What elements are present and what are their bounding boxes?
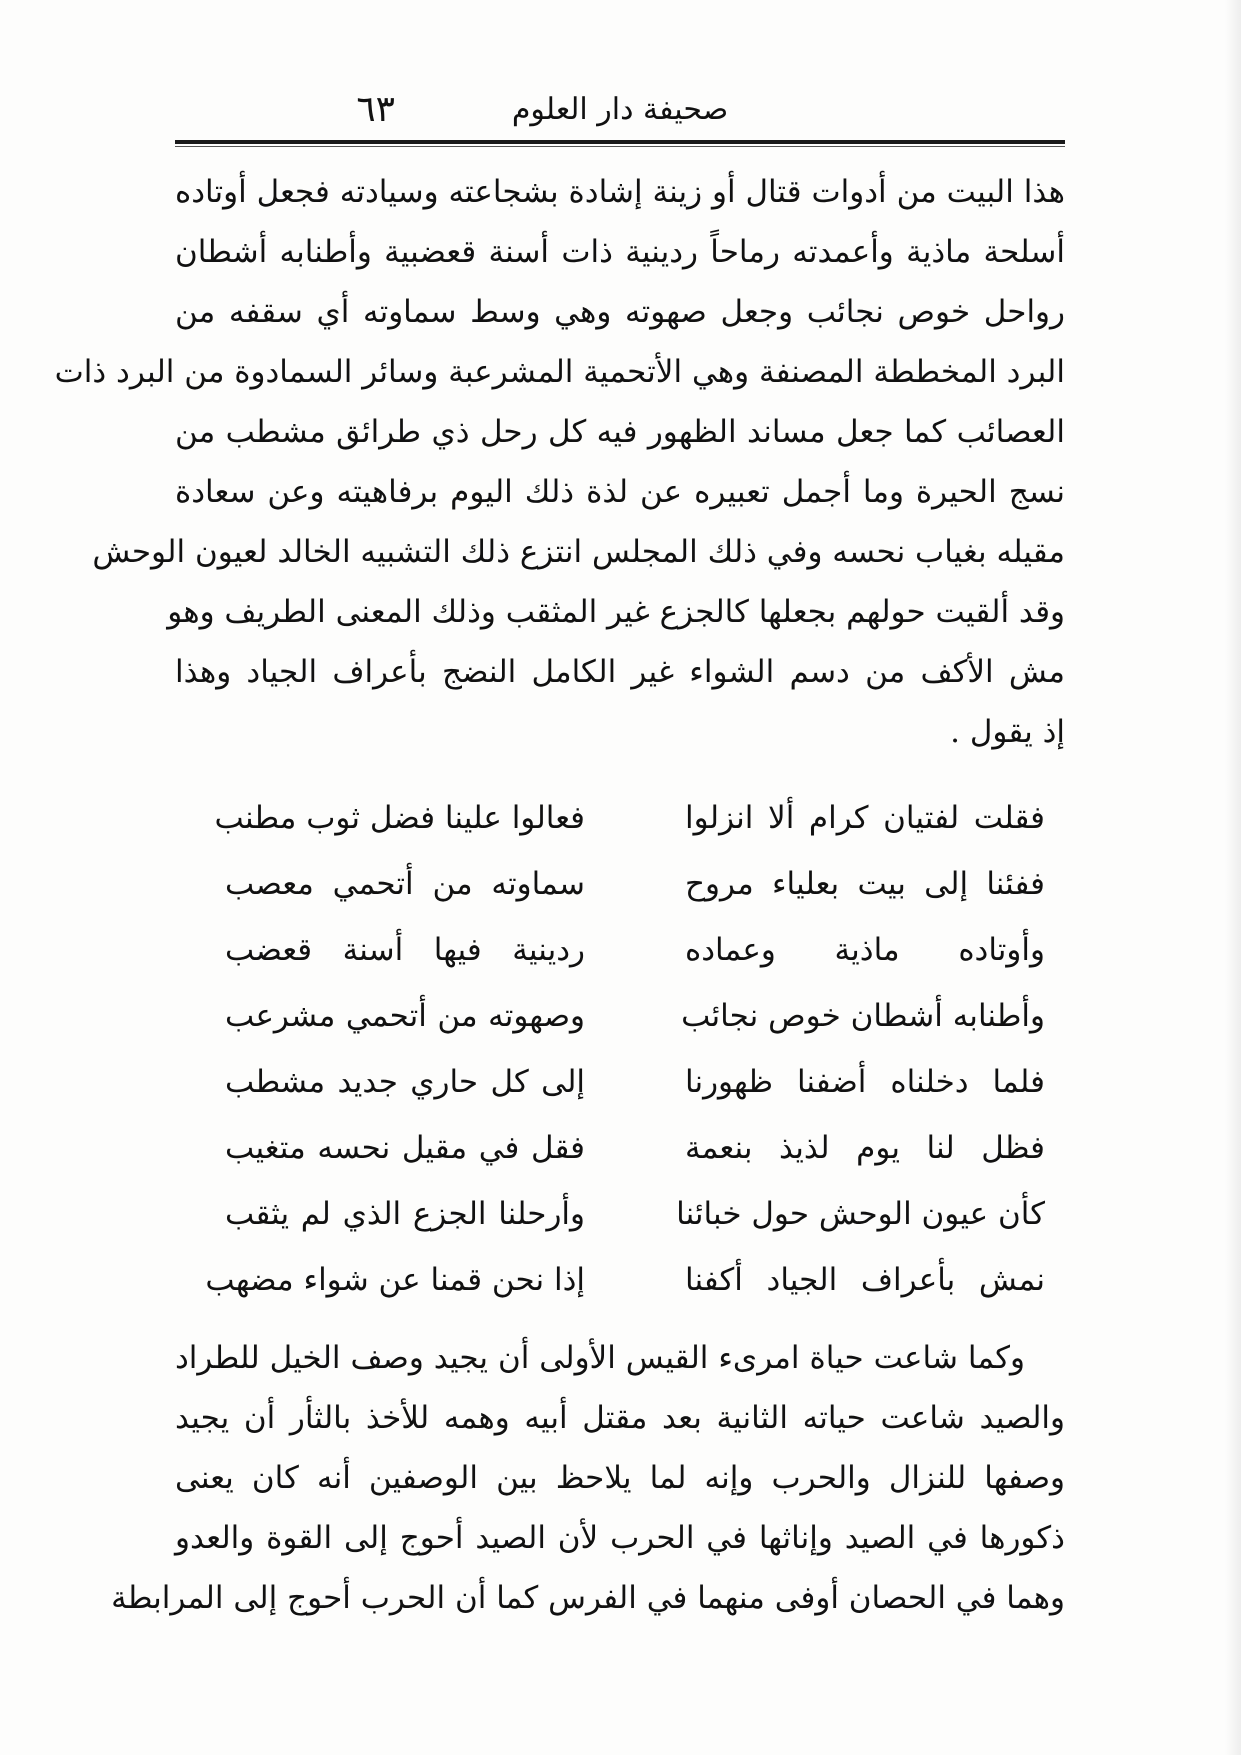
verse-second-hemistich: إذا نحن قمنا عن شواء مضهب [205, 1262, 585, 1298]
text-line: وهما في الحصان أوفى منهما في الفرس كما أن الحرب أحوج إلى المرابطة [111, 1580, 1065, 1616]
running-title: صحيفة دار العلوم [511, 92, 729, 127]
page-number: ٦٣ [356, 89, 395, 130]
text-line: البرد المخططة المصنفة وهي الأتحمية المشرعبة وسائر السمادوة من البرد ذات [54, 354, 1065, 390]
verse-first-hemistich: فقلت لفتيان كرام ألا انزلوا [685, 800, 1045, 836]
verse-first-hemistich: كأن عيون الوحش حول خبائنا [676, 1196, 1045, 1232]
verse-first-hemistich: وأطنابه أشطان خوص نجائب [681, 998, 1045, 1034]
poem [175, 785, 1065, 1313]
text-line: نسج الحيرة وما أجمل تعبيره عن لذة ذلك اليوم برفاهيته وعن سعادة [175, 474, 1065, 510]
verse-second-hemistich: فقل في مقيل نحسه متغيب [225, 1130, 585, 1166]
header-rule-thin [175, 146, 1065, 147]
poem-verse [175, 851, 1065, 917]
verse-second-hemistich: وأرحلنا الجزع الذي لم يثقب [225, 1196, 585, 1232]
poem-verse [175, 983, 1065, 1049]
verse-second-hemistich: إلى كل حاري جديد مشطب [225, 1064, 585, 1100]
verse-second-hemistich: سماوته من أتحمي معصب [225, 866, 585, 902]
header-rule [175, 140, 1065, 144]
text-line: العصائب كما جعل مساند الظهور فيه كل رحل ذي طرائق مشطب من [175, 414, 1065, 450]
verse-first-hemistich: وأوتاده ماذية وعماده [685, 932, 1045, 968]
poem-verse [175, 1247, 1065, 1313]
poem-verse [175, 1181, 1065, 1247]
verse-second-hemistich: ردينية فيها أسنة قعضب [225, 932, 585, 968]
text-line: هذا البيت من أدوات قتال أو زينة إشادة بشجاعته وسيادته فجعل أوتاده [175, 174, 1065, 210]
paragraph-2 [111, 1328, 1066, 1628]
verse-second-hemistich: فعالوا علينا فضل ثوب مطنب [214, 800, 585, 836]
text-line: مقيله بغياب نحسه وفي ذلك المجلس انتزع ذلك التشبيه الخالد لعيون الوحش [92, 534, 1065, 570]
poem-verse [175, 1049, 1065, 1115]
text-line: وقد ألقيت حولهم بجعلها كالجزع غير المثقب وذلك المعنى الطريف وهو [167, 594, 1065, 630]
verse-first-hemistich: نمش بأعراف الجياد أكفنا [685, 1262, 1045, 1298]
poem-verse [175, 785, 1065, 851]
text-line: وكما شاعت حياة امرىء القيس الأولى أن يجيد وصف الخيل للطراد [175, 1340, 1025, 1376]
text-line: أسلحة ماذية وأعمدته رماحاً ردينية ذات أسنة قعضبية وأطنابه أشطان [175, 234, 1065, 270]
poem-verse [175, 1115, 1065, 1181]
verse-first-hemistich: فلما دخلناه أضفنا ظهورنا [685, 1064, 1045, 1100]
text-line: إذ يقول . [950, 714, 1065, 750]
page-header [175, 88, 1065, 138]
text-line: رواحل خوص نجائب وجعل صهوته وهي وسط سماوته أي سقفه من [175, 294, 1065, 330]
paragraph-1 [54, 162, 1065, 762]
page-edge-shadow [1225, 0, 1241, 1755]
text-line: وصفها للنزال والحرب وإنه لما يلاحظ بين الوصفين أنه كان يعنى [175, 1460, 1066, 1496]
verse-first-hemistich: ففئنا إلى بيت بعلياء مروح [685, 866, 1045, 902]
verse-first-hemistich: فظل لنا يوم لذيذ بنعمة [685, 1130, 1045, 1166]
text-line: والصيد شاعت حياته الثانية بعد مقتل أبيه وهمه للأخذ بالثأر أن يجيد [175, 1400, 1065, 1436]
verse-second-hemistich: وصهوته من أتحمي مشرعب [225, 998, 585, 1034]
poem-verse [175, 917, 1065, 983]
text-line: مش الأكف من دسم الشواء غير الكامل النضج بأعراف الجياد وهذا [175, 654, 1065, 690]
text-line: ذكورها في الصيد وإناثها في الحرب لأن الصيد أحوج إلى القوة والعدو [175, 1520, 1065, 1556]
